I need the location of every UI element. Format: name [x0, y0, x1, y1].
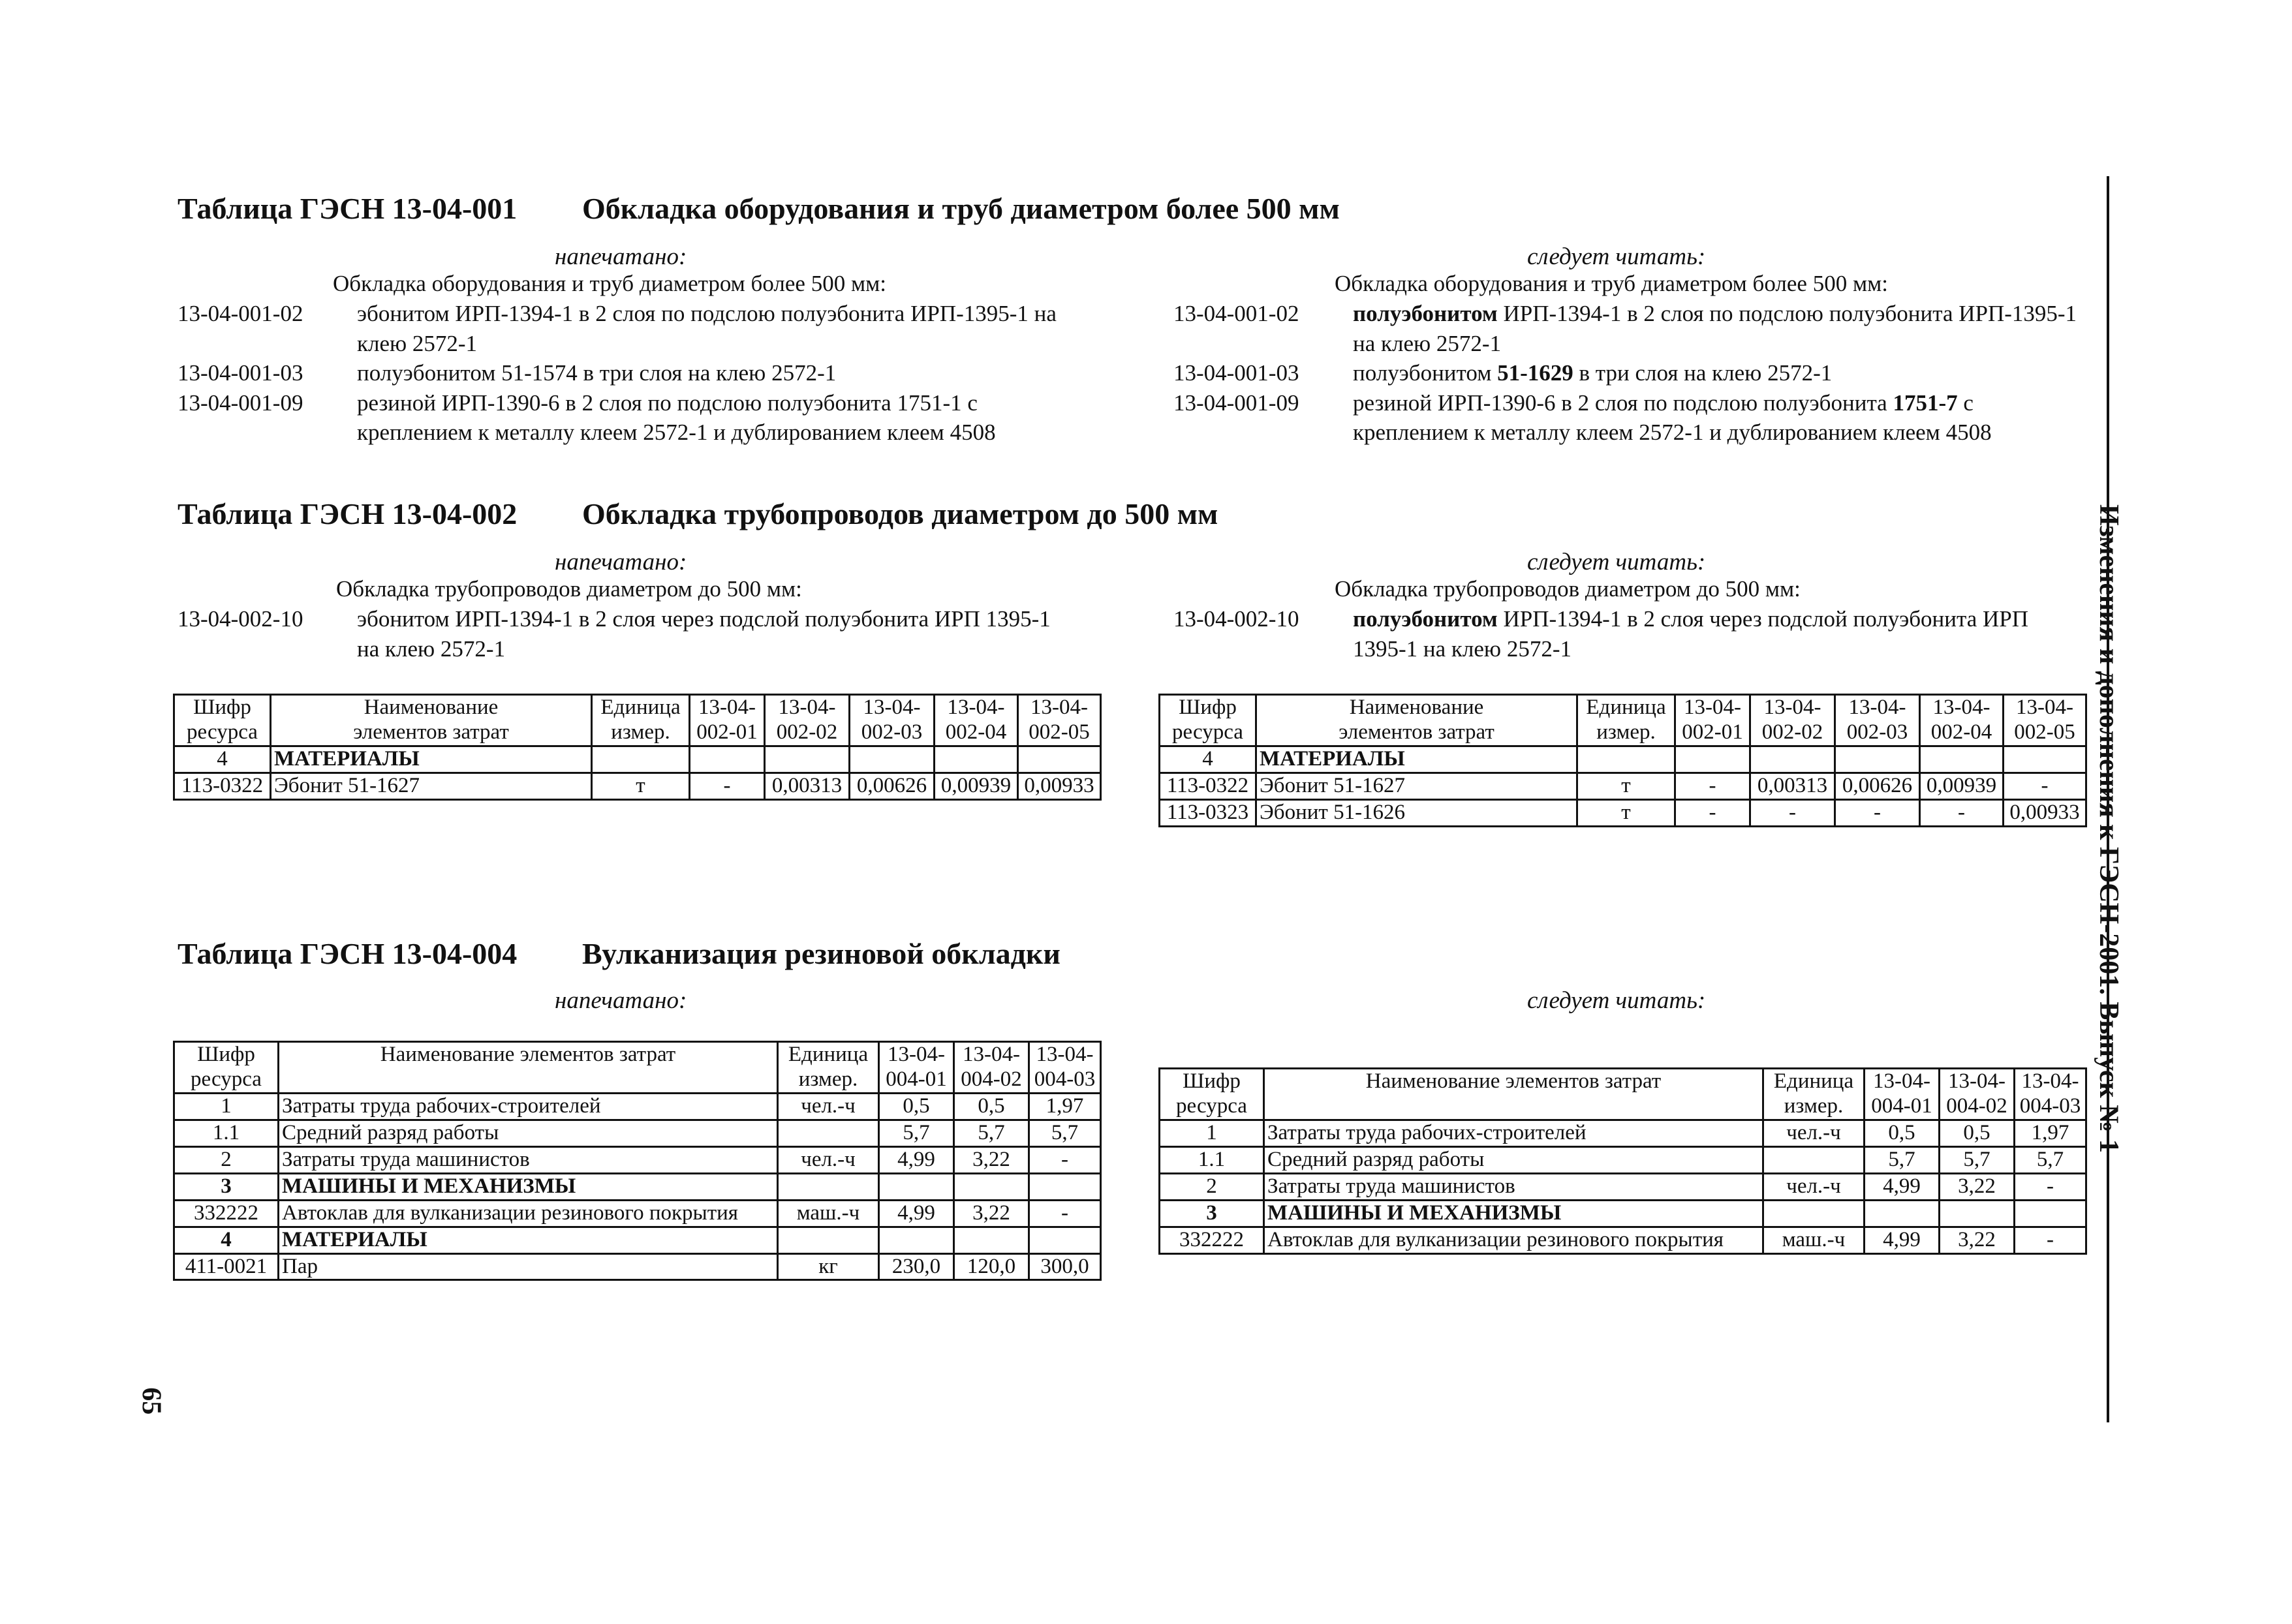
read-as-label: следует читать:	[1527, 987, 1706, 1014]
cell-name: Эбонит 51-1626	[1256, 799, 1577, 826]
header-line: 002-02	[1761, 720, 1823, 744]
cell-value: 0,5	[954, 1093, 1029, 1120]
cell-value: 0,00939	[1920, 773, 2004, 799]
header-line: 13-04-	[2016, 696, 2073, 719]
header-line: 13-04-	[778, 696, 836, 719]
cell-value: -	[690, 773, 765, 799]
col-header	[1675, 695, 1750, 746]
header-line: Единица	[600, 696, 681, 719]
table-row	[1160, 1173, 2086, 1200]
cell-value: 0,00313	[1750, 773, 1835, 799]
header-line: элементов затрат	[353, 720, 509, 744]
cell-name: МАТЕРИАЛЫ	[271, 746, 592, 773]
item-code: 13-04-001-03	[178, 360, 303, 386]
item-text-rest: в три слоя на клею 2572-1	[1573, 360, 1833, 386]
cell-value: 3,22	[954, 1146, 1029, 1173]
col-header	[690, 695, 765, 746]
cell-name: Пар	[279, 1253, 778, 1280]
table-id: Таблица ГЭСН 13-04-001	[178, 192, 518, 225]
header-line: 004-01	[1871, 1094, 1932, 1118]
cell-value: 0,00933	[2004, 799, 2086, 826]
cell-value: -	[1675, 773, 1750, 799]
table-corrected-13-04-002	[1158, 694, 2087, 827]
cell-value	[1920, 746, 2004, 773]
printed-label: напечатано:	[555, 243, 687, 270]
header-line: измер.	[611, 720, 670, 744]
table-title: Обкладка трубопроводов диаметром до 500 мм	[582, 497, 1218, 530]
cell-unit: чел.-ч	[1763, 1173, 1865, 1200]
table-row	[174, 1093, 1101, 1120]
cell-unit	[778, 1173, 879, 1200]
list-item	[178, 604, 1078, 664]
cell-value: 0,00933	[1018, 773, 1101, 799]
cell-value: 3,22	[1940, 1227, 2015, 1253]
header-line: 13-04-	[1932, 696, 1990, 719]
cell-unit: маш.-ч	[1763, 1227, 1865, 1253]
cell-value: 5,7	[1940, 1146, 2015, 1173]
cell-value	[879, 1227, 954, 1253]
cell-value	[2004, 746, 2086, 773]
header-line: 13-04-	[1763, 696, 1821, 719]
col-header	[954, 1042, 1029, 1094]
read-as-label: следует читать:	[1527, 243, 1706, 270]
col-header	[1018, 695, 1101, 746]
col-header	[174, 695, 271, 746]
list-item	[1173, 604, 2087, 664]
cell-name: Затраты труда рабочих-строителей	[279, 1093, 778, 1120]
cell-value: 3,22	[1940, 1173, 2015, 1200]
header-line: ресурса	[1172, 720, 1243, 744]
table-printed-13-04-004	[173, 1041, 1102, 1281]
header-line: 002-01	[696, 720, 758, 744]
cell-unit: т	[592, 773, 690, 799]
table-row	[174, 1146, 1101, 1173]
cell-unit: т	[1577, 773, 1675, 799]
header-line: измер.	[1596, 720, 1656, 744]
header-line: Единица	[1773, 1069, 1854, 1093]
corrected-items	[1173, 299, 2087, 448]
header-line: 13-04-	[698, 696, 756, 719]
cell-code: 4	[174, 1227, 279, 1253]
col-header	[879, 1042, 954, 1094]
running-head: Изменения и дополнения к ГЭСН-2001. Выпуск № 1	[2094, 504, 2124, 1153]
cell-value: -	[2015, 1227, 2086, 1253]
cell-unit	[1577, 746, 1675, 773]
col-header	[1029, 1042, 1101, 1094]
table-row	[1160, 1146, 2086, 1173]
cell-value	[765, 746, 850, 773]
cell-value	[954, 1173, 1029, 1200]
col-header	[1750, 695, 1835, 746]
printed-items	[178, 604, 1078, 664]
col-header	[765, 695, 850, 746]
emphasis: полуэбонитом	[1353, 606, 1498, 632]
header-line: 13-04-	[1848, 696, 1906, 719]
cell-value: 0,5	[1865, 1120, 1940, 1146]
table-header	[1160, 1069, 2086, 1120]
header-line: 002-03	[1846, 720, 1908, 744]
table-row	[1160, 1227, 2086, 1253]
page-number: 65	[136, 1387, 166, 1415]
cell-name: МАТЕРИАЛЫ	[1256, 746, 1577, 773]
cell-value: -	[1675, 799, 1750, 826]
emphasis: 1751-7	[1893, 390, 1958, 416]
header-line: 002-03	[861, 720, 923, 744]
cell-value: 0,00626	[1835, 773, 1920, 799]
cell-unit: т	[1577, 799, 1675, 826]
table-header	[1160, 695, 2086, 746]
cell-value: 230,0	[879, 1253, 954, 1280]
cell-value	[935, 746, 1018, 773]
header-line: ресурса	[187, 720, 258, 744]
item-code: 13-04-001-02	[178, 301, 303, 326]
header-line: Наименование	[364, 696, 499, 719]
cell-name: Средний разряд работы	[279, 1120, 778, 1146]
list-item	[1173, 299, 2087, 358]
cell-code: 113-0322	[174, 773, 271, 799]
header-line: Шифр	[1183, 1069, 1241, 1093]
table-row	[1160, 799, 2086, 826]
col-header	[2004, 695, 2086, 746]
cell-name: МАШИНЫ И МЕХАНИЗМЫ	[279, 1173, 778, 1200]
cell-value	[1029, 1173, 1101, 1200]
cell-value: 5,7	[1029, 1120, 1101, 1146]
cell-code: 1.1	[174, 1120, 279, 1146]
item-text	[1353, 358, 2087, 388]
cell-unit	[1763, 1200, 1865, 1227]
item-text	[1353, 299, 2087, 358]
cell-value: -	[1920, 799, 2004, 826]
cell-unit: кг	[778, 1253, 879, 1280]
cell-name: Эбонит 51-1627	[1256, 773, 1577, 799]
cell-value: -	[2004, 773, 2086, 799]
cell-value	[1750, 746, 1835, 773]
table-row	[174, 1253, 1101, 1280]
cell-code: 1.1	[1160, 1146, 1264, 1173]
list-item	[1173, 358, 2087, 388]
cell-name: Затраты труда рабочих-строителей	[1264, 1120, 1763, 1146]
cell-name: Затраты труда машинистов	[1264, 1173, 1763, 1200]
col-header	[271, 695, 592, 746]
item-code: 13-04-001-09	[1173, 390, 1299, 416]
cell-code: 332222	[1160, 1227, 1264, 1253]
cell-value: 4,99	[879, 1146, 954, 1173]
cell-value	[879, 1173, 954, 1200]
col-header	[1920, 695, 2004, 746]
header-line: 002-04	[945, 720, 1007, 744]
cell-code: 2	[1160, 1173, 1264, 1200]
cell-value: 1,97	[1029, 1093, 1101, 1120]
table-row	[1160, 1200, 2086, 1227]
col-header	[935, 695, 1018, 746]
header-line: 13-04-	[1030, 696, 1088, 719]
cell-unit	[778, 1227, 879, 1253]
cell-value: 4,99	[1865, 1173, 1940, 1200]
header-line: Единица	[1586, 696, 1666, 719]
col-header	[850, 695, 935, 746]
cell-value: -	[1750, 799, 1835, 826]
header-line: Шифр	[1179, 696, 1237, 719]
cell-code: 113-0322	[1160, 773, 1256, 799]
cell-value: 0,5	[1940, 1120, 2015, 1146]
item-text-rest: ИРП-1394-1 в 2 слоя по подслою полуэбонита ИРП-1395-1 на клею 2572-1	[1353, 301, 2077, 356]
header-line: 13-04-	[1873, 1069, 1930, 1093]
cell-code: 2	[174, 1146, 279, 1173]
read-as-label: следует читать:	[1527, 549, 1706, 575]
table-row	[1160, 773, 2086, 799]
intro-text: Обкладка трубопроводов диаметром до 500 мм:	[336, 576, 802, 602]
cell-name: Автоклав для вулканизации резинового покрытия	[1264, 1227, 1763, 1253]
cell-code: 113-0323	[1160, 799, 1256, 826]
cell-value	[1865, 1200, 1940, 1227]
cell-value: 5,7	[2015, 1146, 2086, 1173]
header-line: Шифр	[197, 1043, 255, 1066]
emphasis: полуэбонитом	[1353, 301, 1498, 326]
cell-value: -	[2015, 1173, 2086, 1200]
col-header	[1763, 1069, 1865, 1120]
cell-value: 4,99	[879, 1200, 954, 1227]
cell-code: 4	[1160, 746, 1256, 773]
cell-value: 0,00313	[765, 773, 850, 799]
table-title: Вулканизация резиновой обкладки	[582, 937, 1061, 970]
table-row	[174, 773, 1101, 799]
cell-code: 411-0021	[174, 1253, 279, 1280]
printed-label: напечатано:	[555, 987, 687, 1014]
table-row	[174, 1120, 1101, 1146]
cell-value: 300,0	[1029, 1253, 1101, 1280]
cell-unit	[592, 746, 690, 773]
col-header	[1160, 1069, 1264, 1120]
col-header	[778, 1042, 879, 1094]
list-item	[1173, 388, 2087, 448]
item-text-start: резиной ИРП-1390-6 в 2 слоя по подслою полуэбонита	[1353, 390, 1893, 416]
cell-value: 5,7	[879, 1120, 954, 1146]
col-header	[1256, 695, 1577, 746]
table-header	[174, 695, 1101, 746]
col-header	[1577, 695, 1675, 746]
header-line: 002-04	[1930, 720, 1992, 744]
item-text: полуэбонитом 51-1574 в три слоя на клею 2572-1	[357, 360, 837, 386]
header-line: 13-04-	[1036, 1043, 1094, 1066]
col-header	[174, 1042, 279, 1094]
table-header	[174, 1042, 1101, 1094]
cell-code: 3	[174, 1173, 279, 1200]
table-row	[174, 1200, 1101, 1227]
col-header	[1835, 695, 1920, 746]
item-code: 13-04-001-09	[178, 390, 303, 416]
header-line: 002-05	[1029, 720, 1090, 744]
cell-name: Затраты труда машинистов	[279, 1146, 778, 1173]
table-row	[1160, 1120, 2086, 1146]
table-corrected-13-04-004	[1158, 1067, 2087, 1255]
cell-value: 120,0	[954, 1253, 1029, 1280]
header-line: 13-04-	[1684, 696, 1741, 719]
header-line: элементов затрат	[1339, 720, 1494, 744]
cell-value: 4,99	[1865, 1227, 1940, 1253]
cell-value	[954, 1227, 1029, 1253]
header-line: измер.	[798, 1067, 858, 1091]
header-line: ресурса	[1176, 1094, 1247, 1118]
header-line: 13-04-	[963, 1043, 1020, 1066]
cell-value	[850, 746, 935, 773]
cell-code: 1	[174, 1093, 279, 1120]
header-line: 004-02	[961, 1067, 1022, 1091]
header-line: 002-02	[776, 720, 838, 744]
item-text: резиной ИРП-1390-6 в 2 слоя по подслою полуэбонита 1751-1 с креплением к металлу клеем 2572-1 и дублированием клеем 4508	[357, 390, 996, 445]
cell-value	[1018, 746, 1101, 773]
table-id: Таблица ГЭСН 13-04-002	[178, 497, 518, 530]
header-line: 004-03	[2019, 1094, 2081, 1118]
intro-text: Обкладка оборудования и труб диаметром более 500 мм:	[1335, 271, 1888, 296]
table-row	[174, 1227, 1101, 1253]
header-line: 004-02	[1946, 1094, 2007, 1118]
cell-value: -	[1029, 1146, 1101, 1173]
cell-unit: чел.-ч	[1763, 1120, 1865, 1146]
item-code: 13-04-001-03	[1173, 360, 1299, 386]
item-text	[1353, 604, 2087, 664]
item-code: 13-04-002-10	[178, 606, 303, 632]
list-item	[178, 299, 1078, 358]
header-line: 13-04-	[888, 1043, 945, 1066]
cell-value: -	[1835, 799, 1920, 826]
cell-name: Эбонит 51-1627	[271, 773, 592, 799]
table-row	[1160, 746, 2086, 773]
cell-unit: чел.-ч	[778, 1146, 879, 1173]
printed-label: напечатано:	[555, 549, 687, 575]
header-line: Наименование	[1349, 696, 1484, 719]
cell-value: 0,00626	[850, 773, 935, 799]
cell-unit: маш.-ч	[778, 1200, 879, 1227]
header-line: 13-04-	[2021, 1069, 2079, 1093]
header-line: 13-04-	[947, 696, 1005, 719]
cell-value	[1675, 746, 1750, 773]
item-text-rest: ИРП-1394-1 в 2 слоя через подслой полуэбонита ИРП 1395-1 на клею 2572-1	[1353, 606, 2029, 662]
cell-value: 1,97	[2015, 1120, 2086, 1146]
cell-value	[1940, 1200, 2015, 1227]
cell-name: Автоклав для вулканизации резинового покрытия	[279, 1200, 778, 1227]
cell-unit: чел.-ч	[778, 1093, 879, 1120]
table-id: Таблица ГЭСН 13-04-004	[178, 937, 518, 970]
header-line: измер.	[1784, 1094, 1844, 1118]
intro-text: Обкладка трубопроводов диаметром до 500 мм:	[1335, 576, 1801, 602]
item-text: эбонитом ИРП-1394-1 в 2 слоя через подслой полуэбонита ИРП 1395-1 на клею 2572-1	[357, 606, 1051, 662]
cell-name: Средний разряд работы	[1264, 1146, 1763, 1173]
cell-value: 0,5	[879, 1093, 954, 1120]
col-header	[592, 695, 690, 746]
col-header	[1940, 1069, 2015, 1120]
emphasis: 51-1629	[1497, 360, 1573, 386]
cell-code: 3	[1160, 1200, 1264, 1227]
cell-code: 4	[174, 746, 271, 773]
item-text	[1353, 388, 2087, 448]
header-line: Единица	[788, 1043, 869, 1066]
table-title: Обкладка оборудования и труб диаметром более 500 мм	[582, 192, 1340, 225]
list-item	[178, 388, 1078, 448]
cell-value: 0,00939	[935, 773, 1018, 799]
section-title-13-04-004	[178, 934, 1061, 973]
header-line: 002-01	[1682, 720, 1743, 744]
printed-items	[178, 299, 1078, 448]
cell-unit	[778, 1120, 879, 1146]
col-header	[2015, 1069, 2086, 1120]
item-text: эбонитом ИРП-1394-1 в 2 слоя по подслою полуэбонита ИРП-1395-1 на клею 2572-1	[357, 301, 1057, 356]
col-header: Наименование элементов затрат	[1264, 1069, 1763, 1120]
section-title-13-04-001	[178, 189, 1340, 228]
header-line: Шифр	[193, 696, 251, 719]
table-printed-13-04-002	[173, 694, 1102, 801]
corrected-items	[1173, 604, 2087, 664]
header-line: 004-01	[886, 1067, 947, 1091]
col-header	[1865, 1069, 1940, 1120]
intro-text: Обкладка оборудования и труб диаметром более 500 мм:	[333, 271, 886, 296]
table-row	[174, 746, 1101, 773]
item-code: 13-04-001-02	[1173, 301, 1299, 326]
header-line: ресурса	[191, 1067, 262, 1091]
cell-unit	[1763, 1146, 1865, 1173]
section-title-13-04-002	[178, 495, 1218, 534]
header-line: 002-05	[2014, 720, 2075, 744]
header-line: 13-04-	[1948, 1069, 2005, 1093]
cell-value	[1029, 1227, 1101, 1253]
col-header	[1160, 695, 1256, 746]
cell-value: -	[1029, 1200, 1101, 1227]
table-row	[174, 1173, 1101, 1200]
cell-value: 5,7	[954, 1120, 1029, 1146]
cell-value	[1835, 746, 1920, 773]
cell-value: 3,22	[954, 1200, 1029, 1227]
cell-code: 332222	[174, 1200, 279, 1227]
col-header: Наименование элементов затрат	[279, 1042, 778, 1094]
cell-name: МАШИНЫ И МЕХАНИЗМЫ	[1264, 1200, 1763, 1227]
cell-value: 5,7	[1865, 1146, 1940, 1173]
item-code: 13-04-002-10	[1173, 606, 1299, 632]
cell-name: МАТЕРИАЛЫ	[279, 1227, 778, 1253]
header-line: 004-03	[1034, 1067, 1096, 1091]
item-text-rest: с креплением к металлу клеем 2572-1 и дублированием клеем 4508	[1353, 390, 1992, 445]
cell-code: 1	[1160, 1120, 1264, 1146]
list-item	[178, 358, 1078, 388]
item-text-start: полуэбонитом	[1353, 360, 1498, 386]
header-line: 13-04-	[863, 696, 921, 719]
cell-value	[690, 746, 765, 773]
cell-value	[2015, 1200, 2086, 1227]
